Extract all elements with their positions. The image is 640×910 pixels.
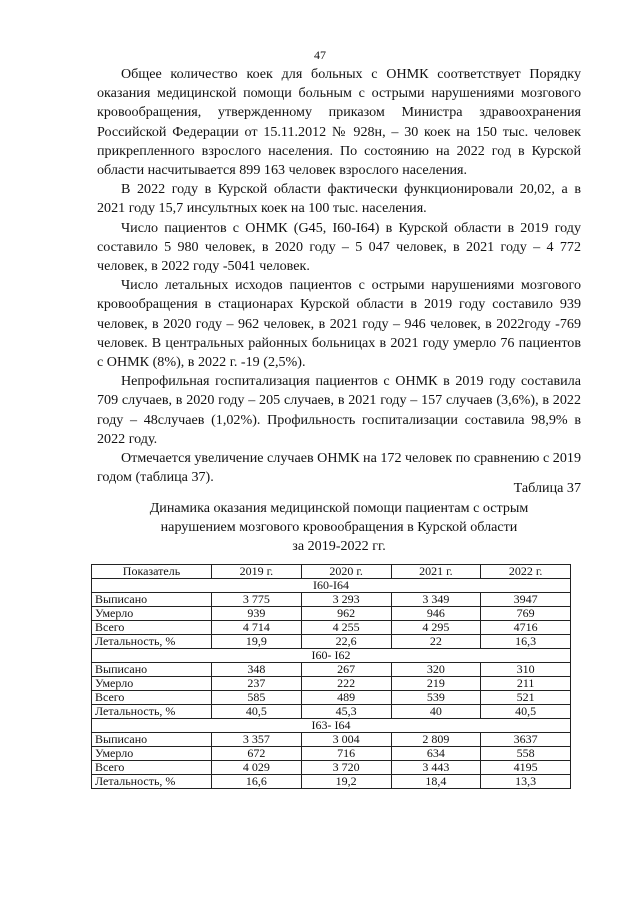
- cell: 3 720: [301, 761, 391, 775]
- table-row: [92, 761, 571, 775]
- table-row: [92, 677, 571, 691]
- stroke-care-table: [91, 564, 571, 789]
- cell: 40,5: [212, 705, 302, 719]
- table-row: [92, 635, 571, 649]
- cell: 348: [212, 663, 302, 677]
- table-row: [92, 747, 571, 761]
- cell: 521: [481, 691, 571, 705]
- cell: 3 775: [212, 593, 302, 607]
- cell: 4716: [481, 621, 571, 635]
- table-title: [97, 499, 581, 556]
- row-label: Умерло: [92, 677, 212, 691]
- cell: 211: [481, 677, 571, 691]
- cell: 237: [212, 677, 302, 691]
- header-cell: 2021 г.: [391, 565, 481, 579]
- row-label: Всего: [92, 621, 212, 635]
- cell: 634: [391, 747, 481, 761]
- table-row: [92, 733, 571, 747]
- cell: 22: [391, 635, 481, 649]
- group-row: [92, 649, 571, 663]
- cell: 310: [481, 663, 571, 677]
- cell: 219: [391, 677, 481, 691]
- cell: 3 004: [301, 733, 391, 747]
- cell: 19,2: [301, 775, 391, 789]
- row-label: Всего: [92, 761, 212, 775]
- cell: 3947: [481, 593, 571, 607]
- cell: 939: [212, 607, 302, 621]
- cell: 40: [391, 705, 481, 719]
- cell: 4 295: [391, 621, 481, 635]
- paragraph: Общее количество коек для больных с ОНМК соответствует Порядку оказания медицинской помощи больным с острыми нарушениями мозгового кровообращения, утвержденному приказом Министра здравоохранения Российской Федерации от 15.11.2012 № 928н, – 30 коек на 150 тыс. человек прикрепленного взрослого населения. По состоянию на 2022 год в Курской области насчитывается 899 163 человек взрослого населения.: [97, 66, 581, 179]
- group-label: I63- I64: [92, 719, 571, 733]
- row-label: Умерло: [92, 607, 212, 621]
- cell: 13,3: [481, 775, 571, 789]
- table-row: [92, 691, 571, 705]
- cell: 962: [301, 607, 391, 621]
- cell: 3637: [481, 733, 571, 747]
- header-cell: 2022 г.: [481, 565, 571, 579]
- cell: 16,3: [481, 635, 571, 649]
- cell: 3 357: [212, 733, 302, 747]
- cell: 18,4: [391, 775, 481, 789]
- cell: 4 029: [212, 761, 302, 775]
- paragraph: В 2022 году в Курской области фактически функционировали 20,02, а в 2021 году 15,7 инсультных коек на 100 тыс. населения.: [97, 181, 581, 217]
- cell: 320: [391, 663, 481, 677]
- row-label: Выписано: [92, 733, 212, 747]
- paragraph: Непрофильная госпитализация пациентов с ОНМК в 2019 году составила 709 случаев, в 2020 году – 205 случаев, в 2021 году – 157 случаев (3,6%), в 2022 году – 48случаев (1,02%). Профильность госпитализации составила 98,9% в 2022 году.: [97, 373, 581, 447]
- cell: 489: [301, 691, 391, 705]
- table-row: [92, 775, 571, 789]
- cell: 769: [481, 607, 571, 621]
- cell: 4 714: [212, 621, 302, 635]
- cell: 3 443: [391, 761, 481, 775]
- group-row: [92, 719, 571, 733]
- table-label: Таблица 37: [513, 480, 581, 496]
- table-title-line: за 2019-2022 гг.: [292, 538, 386, 554]
- cell: 539: [391, 691, 481, 705]
- cell: 716: [301, 747, 391, 761]
- cell: 558: [481, 747, 571, 761]
- cell: 267: [301, 663, 391, 677]
- group-label: I60-I64: [92, 579, 571, 593]
- table-header-row: [92, 565, 571, 579]
- cell: 585: [212, 691, 302, 705]
- header-cell: Показатель: [92, 565, 212, 579]
- page-number: 47: [314, 48, 326, 62]
- paragraph: Отмечается увеличение случаев ОНМК на 172 человек по сравнению с 2019 годом (таблица 37).: [97, 450, 581, 486]
- table-row: [92, 607, 571, 621]
- cell: 4 255: [301, 621, 391, 635]
- table-row: [92, 663, 571, 677]
- row-label: Летальность, %: [92, 775, 212, 789]
- row-label: Летальность, %: [92, 635, 212, 649]
- table-title-line: нарушением мозгового кровообращения в Курской области: [160, 519, 518, 535]
- paragraph: Число пациентов с ОНМК (G45, I60-I64) в Курской области в 2019 году составило 5 980 человек, в 2020 году – 5 047 человек, в 2021 году – 4 772 человек, в 2022 году -5041 человек.: [97, 219, 581, 275]
- header-cell: 2019 г.: [212, 565, 302, 579]
- table-title-line: Динамика оказания медицинской помощи пациентам с острым: [149, 500, 529, 516]
- body-text: [97, 65, 581, 487]
- row-label: Летальность, %: [92, 705, 212, 719]
- group-label: I60- I62: [92, 649, 571, 663]
- table-row: [92, 705, 571, 719]
- cell: 40,5: [481, 705, 571, 719]
- cell: 22,6: [301, 635, 391, 649]
- header-cell: 2020 г.: [301, 565, 391, 579]
- group-row: [92, 579, 571, 593]
- cell: 19,9: [212, 635, 302, 649]
- cell: 45,3: [301, 705, 391, 719]
- cell: 672: [212, 747, 302, 761]
- cell: 222: [301, 677, 391, 691]
- cell: 4195: [481, 761, 571, 775]
- row-label: Всего: [92, 691, 212, 705]
- cell: 3 349: [391, 593, 481, 607]
- row-label: Выписано: [92, 663, 212, 677]
- table-row: [92, 621, 571, 635]
- paragraph: Число летальных исходов пациентов с острыми нарушениями мозгового кровообращения в стационарах Курской области в 2019 году составило 939 человек, в 2020 году – 962 человек, в 2021 году – 946 человек, в 2022году -769 человек. В центральных районных больницах в 2021 году умерло 76 пациентов с ОНМК (8%), в 2022 г. -19 (2,5%).: [97, 277, 581, 371]
- table-row: [92, 593, 571, 607]
- cell: 3 293: [301, 593, 391, 607]
- cell: 946: [391, 607, 481, 621]
- row-label: Умерло: [92, 747, 212, 761]
- row-label: Выписано: [92, 593, 212, 607]
- cell: 2 809: [391, 733, 481, 747]
- cell: 16,6: [212, 775, 302, 789]
